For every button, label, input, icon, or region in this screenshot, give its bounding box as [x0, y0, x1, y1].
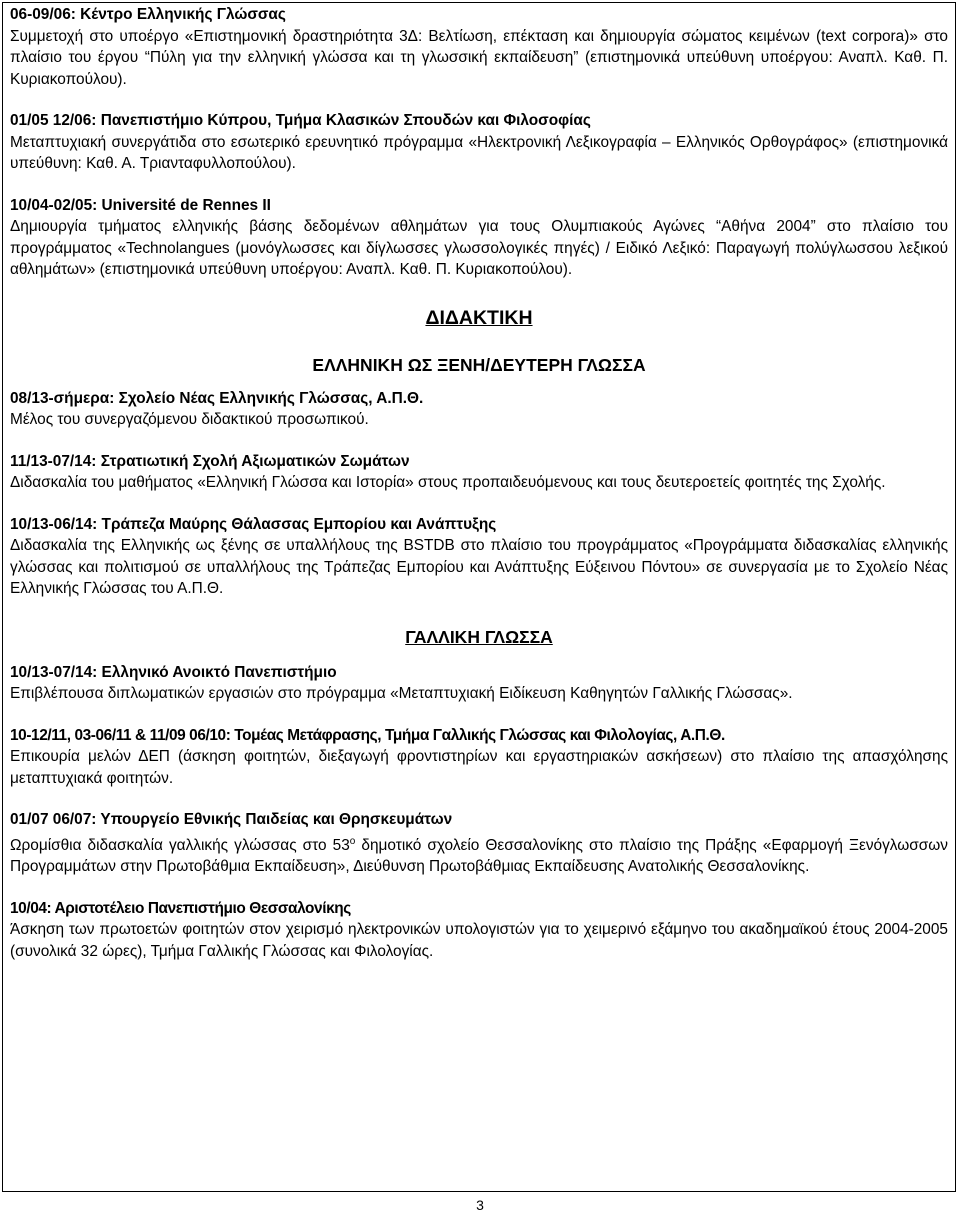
- entry-military-school: [10, 451, 948, 494]
- entry-ekg: [10, 4, 948, 90]
- entry-body: Επιβλέπουσα διπλωματικών εργασιών στο πρόγραμμα «Μεταπτυχιακή Ειδίκευση Καθηγητών Γαλλικής Γλώσσας».: [10, 685, 793, 702]
- entry-date: 11/13-07/14: Στρατιωτική Σχολή Αξιωματικών Σωμάτων: [10, 452, 410, 470]
- entry-auth: [10, 898, 948, 963]
- entry-ministry: [10, 809, 948, 878]
- subsection-title-french: ΓΑΛΛΙΚΗ ΓΛΩΣΣΑ: [405, 626, 553, 647]
- entry-body: Επικουρία μελών ΔΕΠ (άσκηση φοιτητών, διεξαγωγή φροντιστηρίων και εργαστηριακών ασκήσεων) στο πλαίσιο της απασχόλησης μεταπτυχιακά φοιτητών.: [10, 748, 948, 787]
- entry-body: Μεταπτυχιακή συνεργάτιδα στο εσωτερικό ερευνητικό πρόγραμμα «Ηλεκτρονική Λεξικογραφία – Ελληνικός Ορθογράφος» (επιστημονικά υπεύθυνη: Καθ. Α. Τριανταφυλλοπούλου).: [10, 133, 948, 172]
- entry-eap: [10, 662, 948, 705]
- entry-date: 10/04-02/05: Université de Rennes II: [10, 196, 271, 214]
- entry-body-end: δημοτικό σχολείο Θεσσαλονίκης στο πλαίσιο της Πράξης «Εφαρμογή Ξενόγλωσσων Προγραμμάτων στην Πρωτοβάθμια Εκπαίδευση», Διεύθυνση Πρωτοβάθμιας Εκπαίδευσης Ανατολικής Θεσσαλονίκης.: [10, 836, 948, 876]
- entry-date: 06-09/06: Κέντρο Ελληνικής Γλώσσας: [10, 6, 286, 23]
- entry-date: 10-12/11, 03-06/11 & 11/09 06/10: Τομέας Μετάφρασης, Τμήμα Γαλλικής Γλώσσας και Φιλολογίας, Α.Π.Θ.: [10, 726, 725, 744]
- entry-body: Μέλος του συνεργαζόμενου διδακτικού προσωπικού.: [10, 411, 369, 428]
- ordinal-superscript: ο: [349, 835, 356, 847]
- entry-date: 10/13-06/14: Τράπεζα Μαύρης Θάλασσας Εμπορίου και Ανάπτυξης: [10, 515, 497, 533]
- entry-date: 01/07 06/07: Υπουργείο Εθνικής Παιδείας και Θρησκευμάτων: [10, 811, 453, 828]
- entry-date: 08/13-σήμερα: Σχολείο Νέας Ελληνικής Γλώσσας, Α.Π.Θ.: [10, 389, 424, 407]
- entry-date: 10/13-07/14: Ελληνικό Ανοικτό Πανεπιστήμιο: [10, 663, 337, 681]
- entry-body: Διδασκαλία της Ελληνικής ως ξένης σε υπαλλήλους της BSTDB στο πλαίσιο του προγράμματος «Προγράμματα διδασκαλίας ελληνικής γλώσσας και πολιτισμού σε υπαλλήλους της Τράπεζας Εμπορίου και Ανάπτυξης Εύξεινου Πόντου» σε συνεργασία με το Σχολείο Νέας Ελληνικής Γλώσσας του Α.Π.Θ.: [10, 537, 948, 597]
- section-title-didaktiki: ΔΙΔΑΚΤΙΚΗ: [425, 306, 533, 329]
- entry-body: Διδασκαλία του μαθήματος «Ελληνική Γλώσσα και Ιστορία» στους προπαιδευόμενους και τους δευτεροετείς φοιτητές της Σχολής.: [10, 474, 886, 491]
- entry-bstdb: [10, 514, 948, 600]
- entry-body-start: Ωρομίσθια διδασκαλία γαλλικής γλώσσας στο 53: [10, 836, 350, 854]
- entry-translation-dept: [10, 725, 948, 790]
- entry-date: 01/05 12/06: Πανεπιστήμιο Κύπρου, Τμήμα Κλασικών Σπουδών και Φιλοσοφίας: [10, 112, 591, 129]
- entry-cyprus: [10, 110, 948, 175]
- page-number: 3: [476, 1197, 484, 1213]
- entry-date: 10/04: Αριστοτέλειο Πανεπιστήμιο Θεσσαλονίκης: [10, 899, 351, 917]
- entry-school-greek: [10, 388, 948, 431]
- entry-body: Συμμετοχή στο υποέργο «Επιστημονική δραστηριότητα 3Δ: Βελτίωση, επέκταση και δημιουργία σώματος κειμένων (text corpora)» στο πλαίσιο του έργου “Πύλη για την ελληνική γλώσσα και τη γλωσσική εκπαίδευση” (επιστημονικά υπεύθυνη υποέργου: Αναπλ. Καθ. Π. Κυριακοπούλου).: [10, 27, 948, 88]
- entry-body: [10, 831, 948, 878]
- entry-body: Δημιουργία τμήματος ελληνικής βάσης δεδομένων αθλημάτων για τους Ολυμπιακούς Αγώνες “Αθήνα 2004” στο πλαίσιο του προγράμματος «Technolangues (μονόγλωσσες και δίγλωσσες γλωσσολογικές πηγές) / Ειδικό Λεξικό: Παραγωγή πολύγλωσσου λεξικού αθλημάτων» (επιστημονικά υπεύθυνη υποέργου: Αναπλ. Καθ. Π. Κυριακοπούλου).: [10, 218, 948, 278]
- document-body: [10, 4, 948, 962]
- entry-rennes: [10, 195, 948, 281]
- subsection-title-greek: ΕΛΛΗΝΙΚΗ ΩΣ ΞΕΝΗ/ΔΕΥΤΕΡΗ ΓΛΩΣΣΑ: [312, 354, 646, 375]
- entry-body: Άσκηση των πρωτοετών φοιτητών στον χειρισμό ηλεκτρονικών υπολογιστών για το χειμερινό εξάμηνο του ακαδημαϊκού έτους 2004-2005 (συνολικά 32 ώρες), Τμήμα Γαλλικής Γλώσσας και Φιλολογίας.: [10, 921, 948, 960]
